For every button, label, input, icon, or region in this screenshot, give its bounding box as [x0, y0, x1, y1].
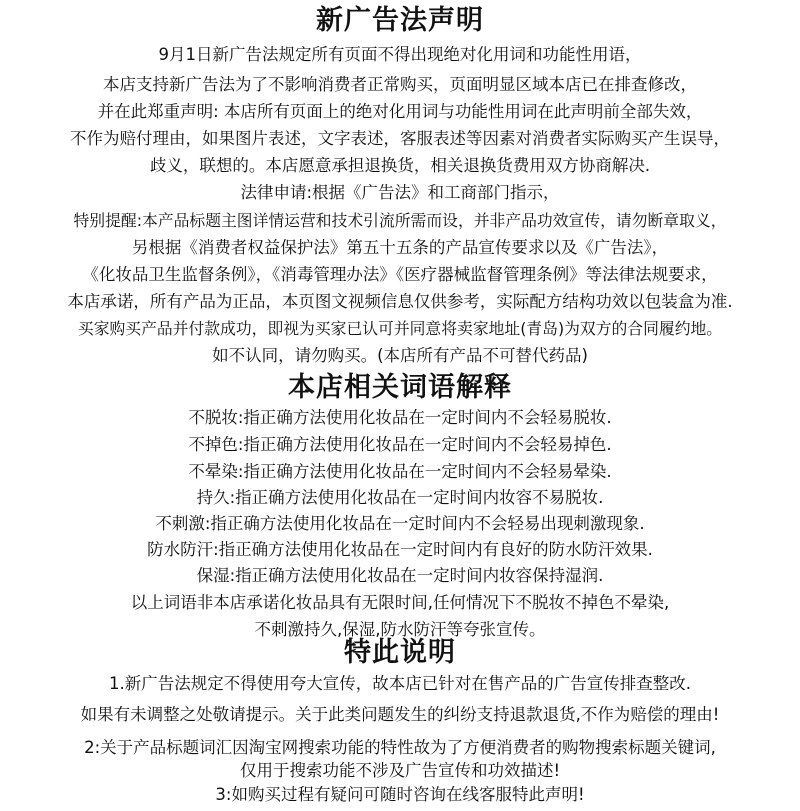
ad-law-line: 歧义，联想的。本店愿意承担退换货，相关退换货费用双方协商解决.	[149, 156, 651, 175]
ad-law-line: 本店支持新广告法为了不影响消费者正常购买，页面明显区域本店已在排查修改，	[103, 75, 697, 94]
section-title-notice: 特此说明	[344, 637, 456, 668]
term-definition-line: 防水防汗:指正确方法使用化妆品在一定时间内有良好的防水防汗效果.	[147, 540, 653, 559]
term-definition-line: 持久:指正确方法使用化妆品在一定时间内妆容不易脱妆.	[196, 488, 604, 507]
notice-line: 仅用于搜索功能不涉及广告宣传和功效描述!	[239, 761, 561, 780]
term-definition-line: 不脱妆:指正确方法使用化妆品在一定时间内不会轻易脱妆.	[188, 408, 612, 427]
notice-line: 3:如购买过程有疑问可随时咨询在线客服特此声明!	[215, 785, 585, 804]
notice-line: 2:关于产品标题词汇因淘宝网搜索功能的特性故为了方便消费者的购物搜索标题关键词,	[84, 738, 716, 757]
ad-law-line: 《化妆品卫生监督条例》，《消毒管理办法》《医疗器械监督管理条例》等法律法规要求，	[82, 265, 718, 284]
ad-law-line: 买家购买产品并付款成功，即视为买家已认可并同意将卖家地址(青岛)为双方的合同履约地。	[77, 319, 723, 338]
notice-line: 如果有未调整之处敬请提示。关于此类问题发生的纠纷支持退款退货,不作为赔偿的理由!	[80, 705, 720, 724]
term-definition-line: 不掉色:指正确方法使用化妆品在一定时间内不会轻易掉色.	[188, 435, 612, 454]
ad-law-line: 另根据《消费者权益保护法》第五十五条的产品宣传要求以及《广告法》，	[131, 238, 669, 257]
term-definition-line: 不晕染:指正确方法使用化妆品在一定时间内不会轻易晕染.	[188, 462, 612, 481]
section-title-terms: 本店相关词语解释	[288, 372, 512, 403]
notice-line: 1.新广告法规定不得使用夸大宣传，故本店已针对在售产品的广告宣传排查整改.	[109, 674, 691, 693]
ad-law-line: 特别提醒:本产品标题主图详情运营和技术引流所需而设，并非产品功效宣传，请勿断章取义，	[73, 211, 727, 230]
ad-law-line: 本店承诺，所有产品为正品，本页图文视频信息仅供参考，实际配方结构功效以包装盒为准.	[67, 292, 733, 311]
term-definition-line: 以上词语非本店承诺化妆品具有无限时间,任何情况下不脱妆不掉色不晕染,	[130, 593, 670, 612]
term-definition-line: 保湿:指正确方法使用化妆品在一定时间内妆容保持湿润.	[196, 566, 604, 585]
ad-law-line: 9月1日新广告法规定所有页面不得出现绝对化用词和功能性用语，	[158, 45, 642, 64]
ad-law-line: 如不认同，请勿购买。(本店所有产品不可替代药品)	[212, 346, 588, 365]
term-definition-line: 不刺激持久,保湿,防水防汗等夸张宣传。	[254, 620, 546, 639]
ad-law-line: 并在此郑重声明: 本店所有页面上的绝对化用词与功能性用词在此声明前全部失效，	[97, 102, 703, 121]
ad-law-line: 不作为赔付理由，如果图片表述，文字表述，客服表述等因素对消费者实际购买产生误导，	[70, 129, 730, 148]
term-definition-line: 不刺激:指正确方法使用化妆品在一定时间内不会轻易出现刺激现象.	[155, 514, 645, 533]
section-title-ad-law: 新广告法声明	[316, 5, 484, 36]
ad-law-line: 法律申请:根据《广告法》和工商部门指示，	[240, 183, 560, 202]
